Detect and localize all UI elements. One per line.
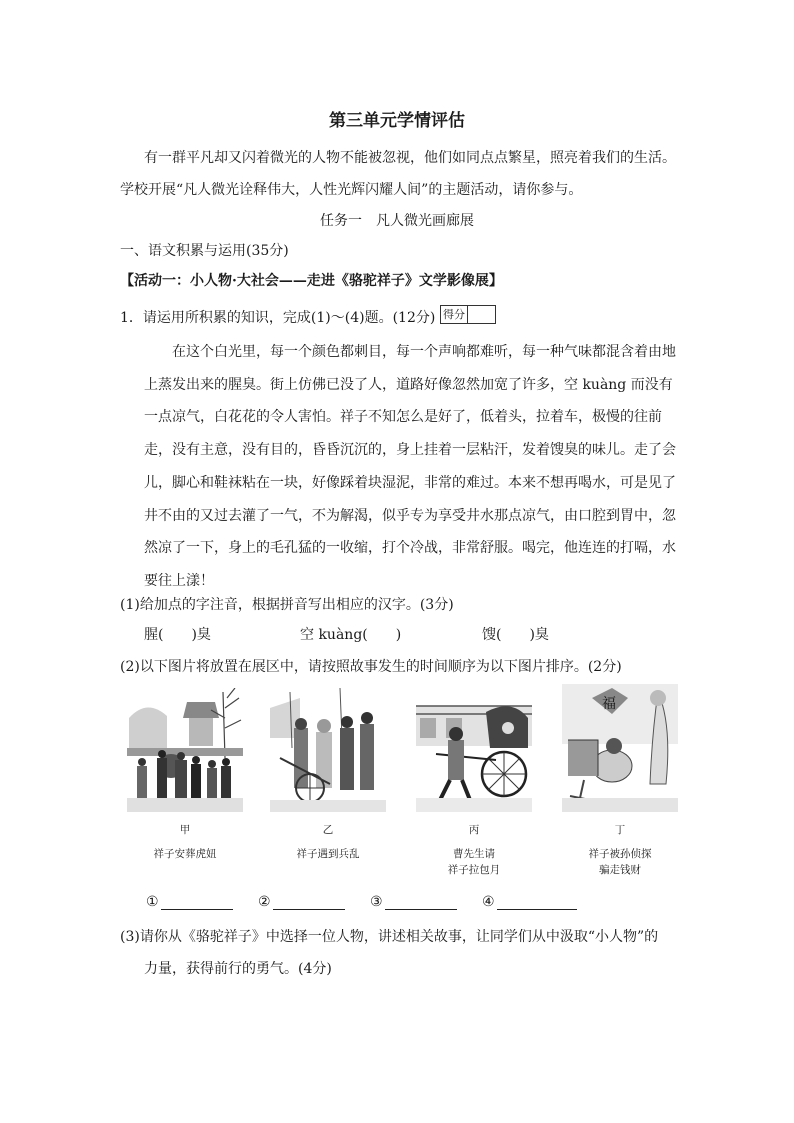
task-heading: 任务一 凡人微光画廊展	[320, 213, 474, 229]
picture-label-ding: 丁	[614, 824, 626, 836]
score-label: 得分	[441, 306, 468, 323]
passage-text: 在这个白光里，每一个颜色都刺目，每一个声响都难听，每一种气味都混含着由地上蒸发出来的腥臭。街上仿佛已没了人，道路好像忽然加宽了许多，空 kuàng 而没有一点凉气，白花花的令人害怕。祥子不知怎么是好了，低着头，拉着车，极慢的往前走，没有主意，没有目的，昏昏沉沉的，身上挂着一层粘汗，发着馊臭的味儿。走了会儿，脚心和鞋袜粘在一块，好像踩着块湿泥，非常的难过。本来不想再喝水，可是见了井不由的又过去灌了一气，不为解渴，似乎专为享受井水那点凉气，由口腔到胃中，忽然凉了一下，身上的毛孔猛的一收缩，打个冷战，非常舒服。喝完，他连连的打嗝，水要往上漾！	[144, 344, 676, 589]
picture-ding-detective	[562, 684, 678, 812]
answer-blank-4[interactable]	[482, 894, 577, 910]
activity-heading: 【活动一：小人物·大社会——走进《骆驼祥子》文学影像展】	[120, 273, 503, 289]
intro-line-1: 有一群平凡却又闪着微光的人物不能被忽视，他们如同点点繁星，照亮着我们的生活。	[144, 150, 676, 166]
question-1: 1．请运用所积累的知识，完成(1)～(4)题。(12分)	[120, 310, 436, 326]
subquestion-2: (2)以下图片将放置在展区中，请按照故事发生的时间顺序为以下图片排序。(2分)	[120, 659, 622, 675]
pinyin-item-3: 馊( )臭	[482, 627, 549, 643]
picture-caption-ding: 祥子被孙侦探 骗走钱财	[588, 848, 652, 876]
intro-line-2: 学校开展“凡人微光诠释伟大，人性光辉闪耀人间”的主题活动，请你参与。	[120, 182, 583, 198]
picture-label-bing: 丙	[468, 824, 480, 836]
sign-character: 福	[602, 696, 616, 712]
picture-caption-yi: 祥子遇到兵乱	[296, 848, 360, 860]
score-box[interactable]	[440, 305, 496, 324]
subquestion-1: (1)给加点的字注音，根据拼音写出相应的汉字。(3分)	[120, 597, 454, 613]
picture-yi-soldiers	[270, 688, 386, 812]
pinyin-item-2: 空 kuàng( )	[300, 627, 402, 643]
subquestion-3-line-1: (3)请你从《骆驼祥子》中选择一位人物，讲述相关故事，让同学们从中汲取“小人物”的	[120, 929, 659, 945]
blank-number: ④	[482, 894, 495, 910]
picture-bing-rickshaw	[416, 688, 532, 812]
answer-blank-3[interactable]	[370, 894, 457, 910]
picture-caption-bing: 曹先生请 祥子拉包月	[447, 848, 501, 876]
picture-label-jia: 甲	[179, 824, 191, 836]
answer-blank-1[interactable]	[146, 894, 233, 910]
score-field[interactable]	[468, 306, 495, 323]
blank-number: ①	[146, 894, 159, 910]
blank-number: ②	[258, 894, 271, 910]
answer-blank-2[interactable]	[258, 894, 345, 910]
reading-passage	[144, 336, 682, 598]
pinyin-item-1: 腥( )臭	[144, 627, 211, 643]
section-heading: 一、语文积累与运用(35分)	[120, 243, 289, 259]
picture-caption-jia: 祥子安葬虎妞	[153, 848, 217, 860]
page-title: 第三单元学情评估	[329, 111, 465, 131]
subquestion-3-line-2: 力量，获得前行的勇气。(4分)	[144, 961, 332, 977]
picture-label-yi: 乙	[322, 824, 334, 836]
picture-jia-funeral	[127, 688, 243, 812]
blank-number: ③	[370, 894, 383, 910]
